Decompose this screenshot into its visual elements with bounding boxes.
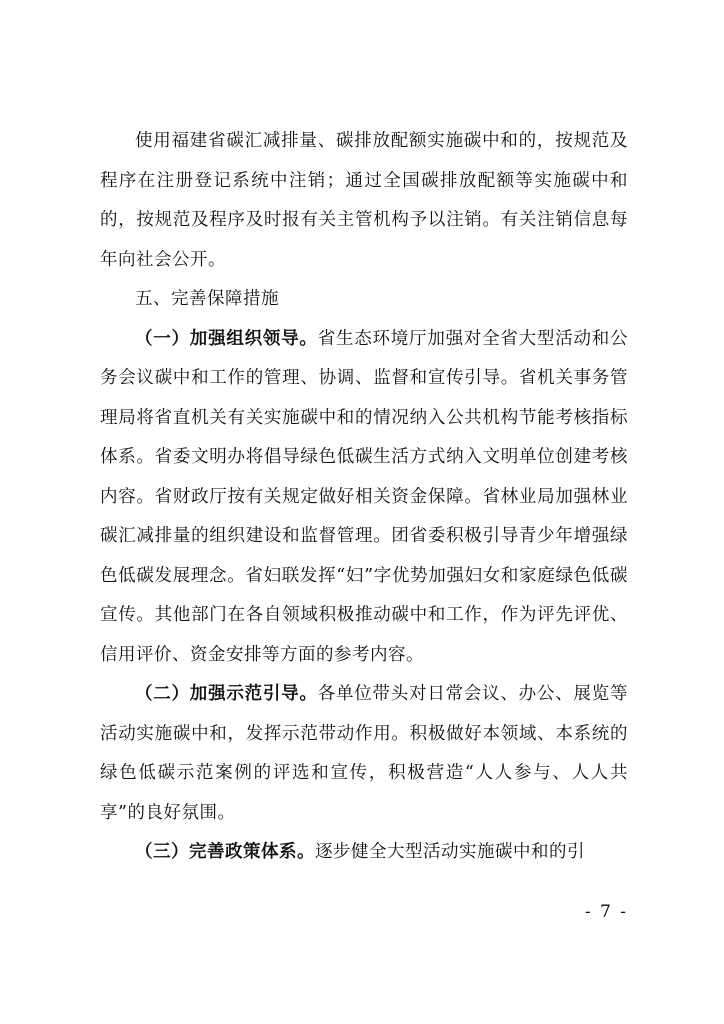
subsection-3-lead: （三）完善政策体系。 bbox=[135, 842, 315, 862]
subsection-3-paragraph bbox=[100, 833, 628, 873]
section-heading: 五、完善保障措施 bbox=[135, 289, 279, 309]
subsection-1-body: 省生态环境厅加强对全省大型活动和公务会议碳中和工作的管理、协调、监督和宣传引导。省机关事务管理局将省直机关有关实施碳中和的情况纳入公共机构节能考核指标体系。省委文明办将倡导绿色低碳生活方式纳入文明单位创建考核内容。省财政厅按有关规定做好相关资金保障。省林业局加强林业碳汇减排量的组织建设和监督管理。团省委积极引导青少年增强绿色低碳发展理念。省妇联发挥“妇”字优势加强妇女和家庭绿色低碳宣传。其他部门在各自领域积极推动碳中和工作，作为评先评优、信用评价、资金安排等方面的参考内容。 bbox=[100, 328, 629, 665]
subsection-2-paragraph bbox=[100, 675, 628, 833]
page-number: - 7 - bbox=[584, 902, 628, 922]
document-body bbox=[100, 122, 628, 873]
subsection-2-lead: （二）加强示范引导。 bbox=[135, 684, 318, 704]
intro-paragraph: 使用福建省碳汇减排量、碳排放配额实施碳中和的，按规范及程序在注册登记系统中注销；通过全国碳排放配额等实施碳中和的，按规范及程序及时报有关主管机构予以注销。有关注销信息每年向社会公开。 bbox=[100, 131, 628, 270]
subsection-2-body: 各单位带头对日常会议、办公、展览等活动实施碳中和，发挥示范带动作用。积极做好本领域、本系统的绿色低碳示范案例的评选和宣传，积极营造“人人参与、人人共享”的良好氛围。 bbox=[100, 684, 629, 823]
subsection-1-paragraph bbox=[100, 320, 628, 676]
subsection-1-lead: （一）加强组织领导。 bbox=[135, 328, 318, 349]
subsection-3-body: 逐步健全大型活动实施碳中和的引 bbox=[315, 842, 585, 862]
